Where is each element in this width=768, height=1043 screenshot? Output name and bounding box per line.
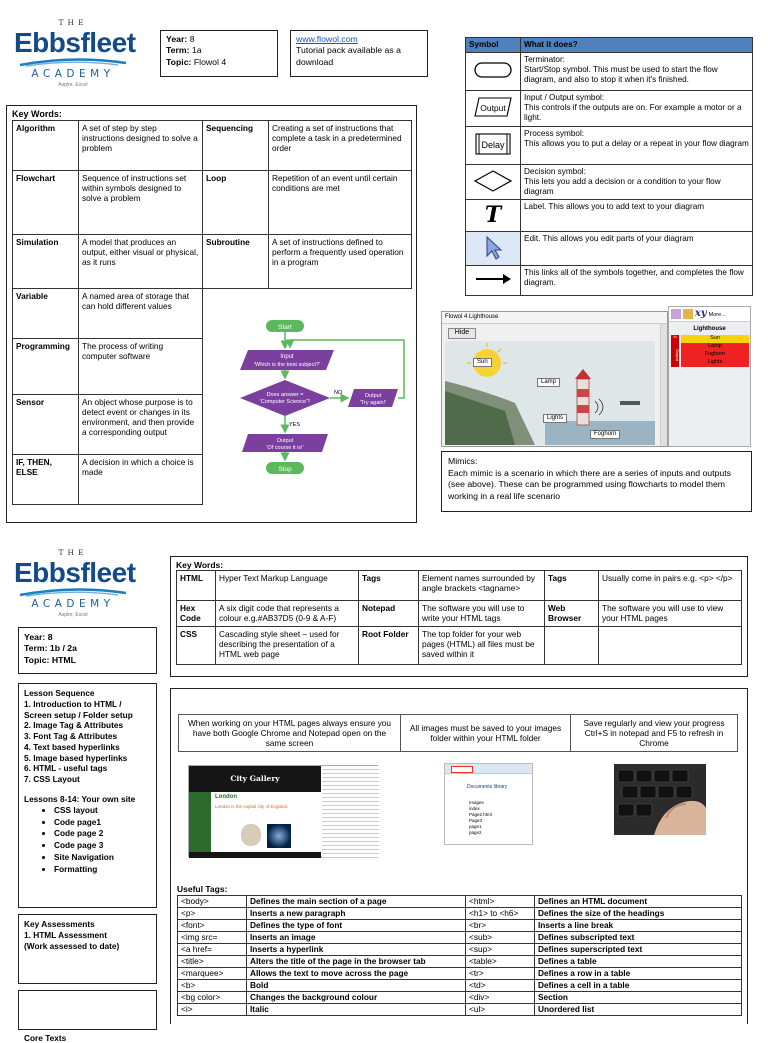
core-texts-box bbox=[18, 990, 157, 1043]
logo-name: Ebbsfleet bbox=[14, 27, 136, 59]
output-text: This controls if the outputs are on. For example a motor or a light. bbox=[524, 103, 742, 122]
kw-term: IF, THEN, ELSE bbox=[13, 454, 79, 504]
kw-def: Sequence of instructions set within symbols designed to solve a problem bbox=[79, 170, 203, 234]
sun-label: Sun bbox=[473, 358, 492, 367]
logo-academy: ACADEMY bbox=[31, 598, 115, 611]
kw-term: Algorithm bbox=[13, 120, 79, 170]
tag-code: <html> bbox=[466, 896, 535, 908]
city-gallery-screenshot bbox=[188, 765, 378, 857]
key-assessments-box bbox=[18, 914, 157, 984]
tag-desc: Inserts a new paragraph bbox=[247, 908, 466, 920]
tag-code: <body> bbox=[178, 896, 247, 908]
topic-label: Topic: bbox=[166, 56, 192, 67]
tag-code: <h1> to <h6> bbox=[466, 908, 535, 920]
own-site-item: • Site Navigation bbox=[54, 852, 151, 863]
kw-def: A decision in which a choice is made bbox=[79, 454, 203, 504]
keyboard-photo bbox=[614, 764, 706, 835]
year-label: Year: bbox=[166, 34, 188, 44]
flowol-link[interactable]: www.flowol.com bbox=[296, 34, 358, 44]
label-icon bbox=[466, 200, 521, 232]
lesson-item: 4. Text based hyperlinks bbox=[24, 741, 120, 752]
kw-term: Hex Code bbox=[177, 601, 216, 626]
tag-desc: Inserts a hyperlink bbox=[247, 944, 466, 956]
logo-motto: Aspire, Excel bbox=[58, 81, 88, 88]
logo-swoosh-icon bbox=[18, 587, 128, 597]
label-text: Label. This allows you to add text to your diagram bbox=[524, 202, 705, 211]
decision-icon bbox=[466, 165, 521, 200]
flow-input-text: Input bbox=[280, 354, 294, 360]
kw-def: Usually come in pairs e.g. <p> </p> bbox=[599, 571, 742, 601]
lighthouse-scene bbox=[445, 341, 655, 445]
edit-desc bbox=[521, 231, 753, 265]
tag-code: <div> bbox=[466, 992, 535, 1004]
key-words-title-1: Key Words: bbox=[12, 109, 62, 119]
own-site-item: • Code page 3 bbox=[54, 840, 151, 851]
kw-term: Tags bbox=[545, 571, 599, 601]
tag-desc: Section bbox=[535, 992, 742, 1004]
flowol-mimic-window bbox=[441, 311, 668, 447]
useful-tags-table bbox=[177, 895, 742, 1016]
own-site-item: • Code page1 bbox=[54, 817, 151, 828]
delay-icon-text: Delay bbox=[481, 140, 505, 150]
edit-text: Edit. This allows you edit parts of your diagram bbox=[524, 233, 694, 243]
tag-code: <tr> bbox=[466, 968, 535, 980]
terminator-text: Start/Stop symbol. This must be used to start the flow diagram, and also to stop it when it's finished. bbox=[524, 65, 718, 84]
tag-code: <a href= bbox=[178, 944, 247, 956]
output-icon bbox=[466, 91, 521, 127]
kw-term: Tags bbox=[359, 571, 419, 601]
topic-value: Flowol 4 bbox=[193, 56, 227, 67]
useful-tags-title: Useful Tags: bbox=[177, 884, 228, 894]
arrow-icon bbox=[466, 265, 521, 295]
tag-code: <br> bbox=[466, 920, 535, 932]
lesson-sequence-title: Lesson Sequence bbox=[24, 688, 95, 698]
tag-code: <marquee> bbox=[178, 968, 247, 980]
flowol-link-box bbox=[290, 30, 428, 77]
mimic-toolbar bbox=[669, 307, 750, 322]
kw-term: Subroutine bbox=[203, 234, 269, 288]
lesson-item: 5. Image based hyperlinks bbox=[24, 752, 128, 763]
terminator-icon bbox=[466, 53, 521, 91]
flowchart-diagram bbox=[238, 318, 413, 478]
tag-desc: Unordered list bbox=[535, 1004, 742, 1016]
link-desc bbox=[521, 265, 753, 295]
lesson-item: 2. Image Tag & Attributes bbox=[24, 720, 124, 731]
symbols-table bbox=[465, 37, 753, 287]
assessments-title: Key Assessments bbox=[24, 919, 95, 929]
own-site-list bbox=[38, 805, 151, 875]
tag-code: <sup> bbox=[466, 944, 535, 956]
what-header: What it does? bbox=[521, 38, 753, 53]
tag-desc: Allows the text to move across the page bbox=[247, 968, 466, 980]
own-site-item: • CSS layout bbox=[54, 805, 151, 816]
kw-term: Loop bbox=[203, 170, 269, 234]
link-text: This links all of the symbols together, and completes the flow diagram. bbox=[524, 267, 744, 287]
fractal-image bbox=[267, 824, 291, 848]
tag-desc: Changes the background colour bbox=[247, 992, 466, 1004]
decision-text: This lets you add a decision or a condition to your flow diagram bbox=[524, 177, 721, 196]
tag-code: <ul> bbox=[466, 1004, 535, 1016]
city-gallery-heading: London bbox=[215, 794, 237, 800]
kw-def: A set of step by step instructions designed to solve a problem bbox=[79, 120, 203, 170]
kw-term: HTML bbox=[177, 571, 216, 601]
flow-yes-label: YES bbox=[289, 422, 301, 428]
process-text: This allows you to put a delay or a repeat in your flow diagram bbox=[524, 139, 749, 148]
panel-row-foghorn[interactable]: Foghorn bbox=[681, 351, 749, 359]
kw-def: Hyper Text Markup Language bbox=[216, 571, 359, 601]
flow-decision-question: 'Computer Science'? bbox=[259, 399, 311, 405]
tag-code: <img src= bbox=[178, 932, 247, 944]
rabbit-image bbox=[241, 824, 261, 846]
tag-code: <sub> bbox=[466, 932, 535, 944]
tag-desc: Defines superscripted text bbox=[535, 944, 742, 956]
tag-desc: Inserts an image bbox=[247, 932, 466, 944]
label-desc bbox=[521, 200, 753, 232]
tag-code: <title> bbox=[178, 956, 247, 968]
kw-def: The software you will use to view your HTML pages bbox=[599, 601, 742, 626]
city-gallery-sub: London is the capital city of England. bbox=[215, 804, 289, 809]
kw-term: Programming bbox=[13, 338, 79, 394]
academy-logo-bottom bbox=[14, 546, 136, 624]
tip-cell: When working on your HTML pages always ensure you have both Google Chrome and Notepad open on the same screen bbox=[179, 715, 401, 752]
symbol-header: Symbol bbox=[466, 38, 521, 53]
panel-title: Lighthouse bbox=[693, 326, 726, 332]
foghorn-label: Foghorn bbox=[590, 430, 620, 439]
tag-desc: Defines the size of the headings bbox=[535, 908, 742, 920]
kw-term: Sensor bbox=[13, 394, 79, 454]
toolbar-home-icon[interactable] bbox=[683, 309, 693, 319]
delay-icon bbox=[466, 127, 521, 165]
kw-def: The software you will use to write your HTML tags bbox=[419, 601, 545, 626]
key-words-box-2 bbox=[170, 556, 748, 677]
flow-decision-node bbox=[240, 380, 330, 416]
label-icon-text: T bbox=[484, 202, 502, 228]
explorer-item[interactable]: Page2.html bbox=[469, 812, 492, 817]
documents-library-screenshot bbox=[444, 763, 533, 845]
output-title: Input / Output symbol: bbox=[524, 93, 605, 102]
explorer-title: Documents library bbox=[467, 784, 508, 790]
lesson-item: 1. Introduction to HTML / Screen setup / Folder setup bbox=[24, 698, 133, 720]
toolbar-xy[interactable]: xy bbox=[694, 308, 707, 319]
own-site-item: • Code page 2 bbox=[54, 828, 151, 839]
explorer-item[interactable]: Page3 bbox=[469, 818, 483, 823]
toolbar-bird-icon[interactable] bbox=[671, 309, 681, 319]
flow-output-yes-text: Output bbox=[276, 438, 294, 444]
decision-title: Decision symbol: bbox=[524, 167, 586, 176]
kw-term: Web Browser bbox=[545, 601, 599, 626]
notepad-code bbox=[322, 766, 379, 858]
term-label: Term: bbox=[24, 643, 48, 654]
tag-desc: Defines the type of font bbox=[247, 920, 466, 932]
flow-output-yes-msg: 'Of course it is!' bbox=[266, 445, 304, 451]
info-box-bottom bbox=[18, 627, 157, 674]
assessment-note: (Work assessed to date) bbox=[24, 940, 120, 951]
key-words-title-2: Key Words: bbox=[176, 560, 224, 570]
topic-label: Topic: bbox=[24, 654, 50, 665]
term-value: 1b / 2a bbox=[49, 643, 77, 654]
panel-output-label: Output bbox=[671, 343, 679, 367]
lamp-label: Lamp bbox=[537, 378, 560, 387]
mimics-title: Mimics: bbox=[448, 456, 478, 466]
kw-term: Root Folder bbox=[359, 626, 419, 664]
tips-table bbox=[178, 714, 738, 752]
own-site-item: • Formatting bbox=[54, 864, 151, 875]
explorer-item[interactable]: Images bbox=[469, 800, 484, 805]
kw-term: CSS bbox=[177, 626, 216, 664]
flow-start-text: Start bbox=[278, 324, 292, 331]
year-value: 8 bbox=[47, 632, 53, 642]
tag-code: <p> bbox=[178, 908, 247, 920]
flow-no-label: NO bbox=[334, 390, 343, 396]
mimic-title-bar: Flowol 4 Lighthouse bbox=[442, 312, 667, 324]
logo-name: Ebbsfleet bbox=[14, 557, 136, 589]
lesson-sequence-box bbox=[18, 683, 157, 908]
kw-def: Cascading style sheet – used for describing the presentation of a HTML web page bbox=[216, 626, 359, 664]
kw-def: The process of writing computer software bbox=[79, 338, 203, 394]
flow-decision-text: Does answer = bbox=[266, 392, 304, 398]
tag-desc: Defines subscripted text bbox=[535, 932, 742, 944]
flow-stop-text: Stop bbox=[278, 466, 292, 473]
year-label: Year: bbox=[24, 632, 46, 642]
kw-def: The top folder for your web pages (HTML) all files must be saved within it bbox=[419, 626, 545, 664]
topic-value: HTML bbox=[51, 654, 76, 665]
year-value: 8 bbox=[189, 34, 195, 44]
lights-label: Lights bbox=[543, 414, 567, 423]
kw-def: A named area of storage that can hold different values bbox=[79, 288, 203, 338]
tip-cell: Save regularly and view your progress Ctrl+S in notepad and F5 to refresh in Chrome bbox=[571, 715, 738, 752]
logo-motto: Aspire, Excel bbox=[58, 611, 88, 618]
kw-def: Element names surrounded by angle brackets <tagname> bbox=[419, 571, 545, 601]
panel-row-lights[interactable]: Lights bbox=[681, 359, 749, 367]
kw-term: Notepad bbox=[359, 601, 419, 626]
assessment-item: 1. HTML Assessment bbox=[24, 929, 107, 940]
toolbar-more[interactable]: More... bbox=[708, 312, 726, 318]
panel-in-label: In bbox=[671, 335, 679, 343]
tag-desc: Defines a row in a table bbox=[535, 968, 742, 980]
output-desc bbox=[521, 91, 753, 127]
kw-term: Simulation bbox=[13, 234, 79, 288]
lesson-item: 3. Font Tag & Attributes bbox=[24, 731, 118, 742]
mimic-hide-button[interactable]: Hide bbox=[448, 328, 476, 339]
terminator-desc bbox=[521, 53, 753, 91]
term-label: Term: bbox=[166, 45, 190, 56]
logo-swoosh-icon bbox=[18, 57, 128, 67]
logo-academy: ACADEMY bbox=[31, 68, 115, 81]
kw-def bbox=[599, 626, 742, 664]
output-icon-text: Output bbox=[480, 103, 506, 113]
tag-desc: Alters the title of the page in the browser tab bbox=[247, 956, 466, 968]
flow-input-question: 'Which is the best subject?' bbox=[254, 362, 320, 368]
key-words-table-2 bbox=[176, 570, 742, 664]
lesson-item: 6. HTML - useful tags bbox=[24, 763, 108, 774]
tag-desc: Italic bbox=[247, 1004, 466, 1016]
tag-desc: Defines the main section of a page bbox=[247, 896, 466, 908]
logo-the: THE bbox=[58, 548, 88, 557]
mimic-side-panel bbox=[668, 306, 751, 447]
kw-def: A model that produces an output, either visual or physical, as it runs bbox=[79, 234, 203, 288]
info-box-top bbox=[160, 30, 278, 77]
tag-code: <b> bbox=[178, 980, 247, 992]
process-desc bbox=[521, 127, 753, 165]
tip-cell: All images must be saved to your images folder within your HTML folder bbox=[401, 715, 571, 752]
tag-code: <i> bbox=[178, 1004, 247, 1016]
academy-logo bbox=[14, 16, 136, 94]
kw-def: Creating a set of instructions that complete a task in a predetermined order bbox=[269, 120, 412, 170]
city-gallery-title: City Gallery bbox=[189, 766, 321, 792]
logo-the: THE bbox=[58, 18, 88, 27]
tag-desc: Defines a cell in a table bbox=[535, 980, 742, 992]
kw-term: Sequencing bbox=[203, 120, 269, 170]
mimic-scrollbar[interactable] bbox=[660, 324, 667, 446]
lesson-item: 7. CSS Layout bbox=[24, 774, 80, 785]
tag-desc: Bold bbox=[247, 980, 466, 992]
tag-desc: Defines an HTML document bbox=[535, 896, 742, 908]
terminator-title: Terminator: bbox=[524, 55, 565, 64]
tag-code: <table> bbox=[466, 956, 535, 968]
explorer-item[interactable]: index bbox=[469, 806, 480, 811]
explorer-item[interactable]: page2 bbox=[469, 830, 482, 835]
panel-row-lamp[interactable]: Lamp bbox=[681, 343, 749, 351]
mimics-box bbox=[441, 451, 752, 512]
mimics-text: Each mimic is a scenario in which there are a series of inputs and outputs (see above). These can be programmed using flowcharts to model them working in a real life scenario bbox=[448, 467, 731, 502]
tag-desc: Inserts a line break bbox=[535, 920, 742, 932]
kw-def: A set of instructions defined to perform a frequently used operation in a program bbox=[269, 234, 412, 288]
tag-code: <font> bbox=[178, 920, 247, 932]
flow-output-no-text: Output bbox=[364, 393, 382, 399]
process-title: Process symbol: bbox=[524, 129, 585, 138]
panel-row-sun[interactable]: Sun bbox=[681, 335, 749, 343]
term-value: 1a bbox=[191, 45, 202, 56]
tag-code: <td> bbox=[466, 980, 535, 992]
cursor-icon bbox=[466, 231, 521, 265]
explorer-item[interactable]: page1 bbox=[469, 824, 482, 829]
tag-desc: Defines a table bbox=[535, 956, 742, 968]
decision-desc bbox=[521, 165, 753, 200]
kw-term: Variable bbox=[13, 288, 79, 338]
core-texts-title: Core Texts bbox=[24, 1033, 67, 1043]
explorer-highlight bbox=[451, 766, 473, 773]
tutorial-text: Tutorial pack available as a download bbox=[296, 45, 401, 67]
flow-output-no-msg: 'Try again!' bbox=[359, 400, 387, 406]
own-site-title: Lessons 8-14: Your own site bbox=[24, 794, 136, 805]
kw-def: Repetition of an event until certain conditions are met bbox=[269, 170, 412, 234]
kw-term bbox=[545, 626, 599, 664]
kw-term: Flowchart bbox=[13, 170, 79, 234]
tag-code: <bg color> bbox=[178, 992, 247, 1004]
kw-def: An object whose purpose is to detect event or changes in its environment, and then provide a corresponding output bbox=[79, 394, 203, 454]
kw-def: A six digit code that represents a colour e.g.#AB37D5 (0-9 & A-F) bbox=[216, 601, 359, 626]
